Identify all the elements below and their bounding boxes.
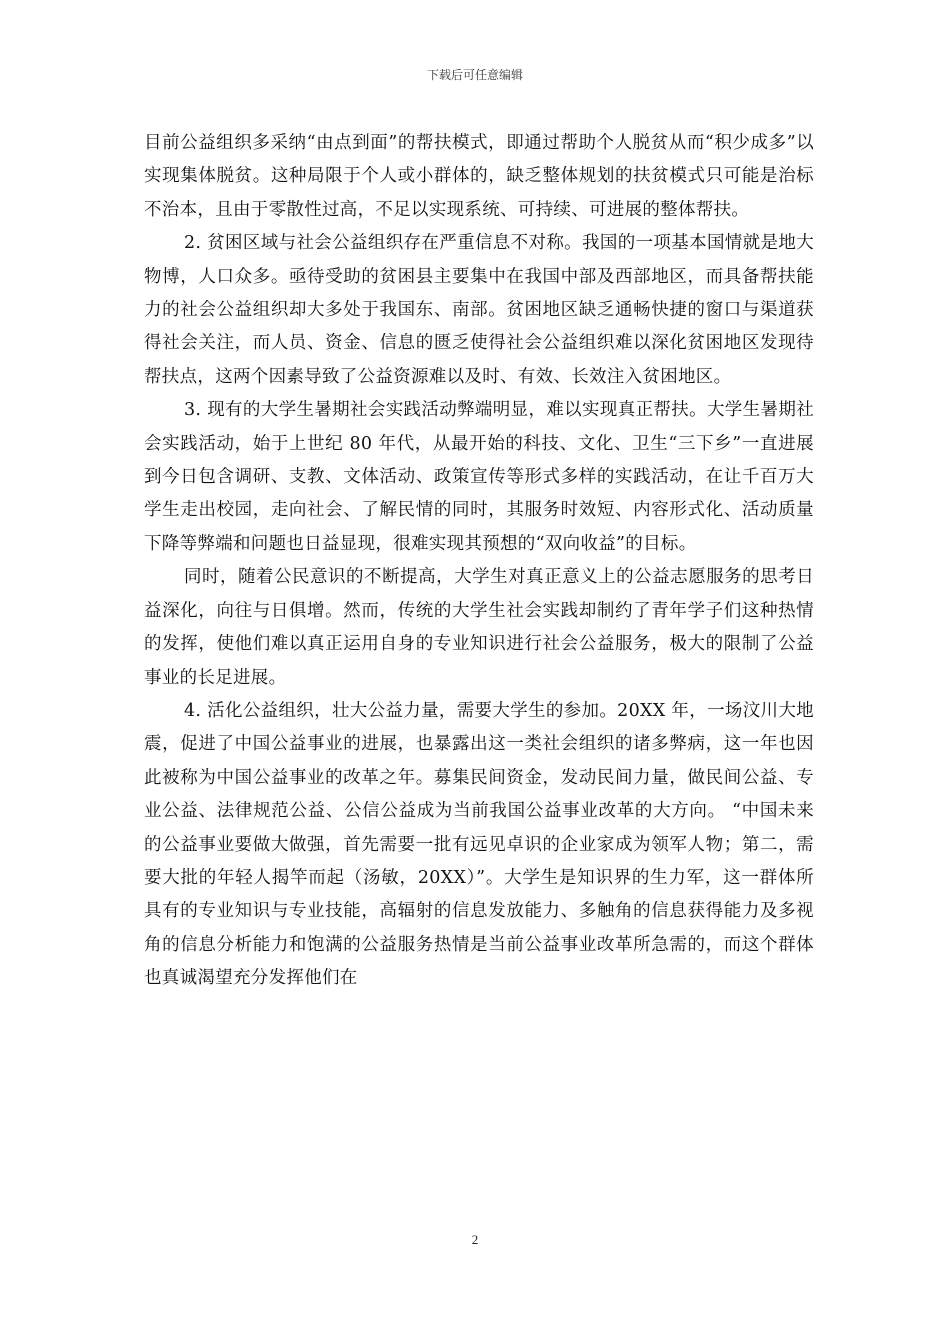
- document-body: [144, 127, 814, 996]
- paragraph-continuation: 目前公益组织多采纳“由点到面”的帮扶模式，即通过帮助个人脱贫从而“积少成多”以实现集体脱贫。这种局限于个人或小群体的，缺乏整体规划的扶贫模式只可能是治标不治本，且由于零散性过高，不足以实现系统、可持续、可进展的整体帮扶。: [144, 133, 814, 220]
- paragraph-item-4: 4. 活化公益组织，壮大公益力量，需要大学生的参加。20XX 年，一场汶川大地震，促进了中国公益事业的进展，也暴露出这一类社会组织的诸多弊病，这一年也因此被称为中国公益事业的改革之年。募集民间资金，发动民间力量，做民间公益、专业公益、法律规范公益、公信公益成为当前我国公益事业改革的大方向。 “中国未来的公益事业要做大做强，首先需要一批有远见卓识的企业家成为领军人物；第二，需要大批的年轻人揭竿而起（汤敏，20XX）”。大学生是知识界的生力军，这一群体所具有的专业知识与专业技能，高辐射的信息发放能力、多触角的信息获得能力及多视角的信息分析能力和饱满的公益服务热情是当前公益事业改革所急需的，而这个群体也真诚渴望充分发挥他们在: [144, 700, 814, 989]
- page-header: 下载后可任意编辑: [426, 68, 523, 82]
- paragraph-item-2: 2. 贫困区域与社会公益组织存在严重信息不对称。我国的一项基本国情就是地大物博，人口众多。亟待受助的贫困县主要集中在我国中部及西部地区，而具备帮扶能力的社会公益组织却大多处于我国东、南部。贫困地区缺乏通畅快捷的窗口与渠道获得社会关注，而人员、资金、信息的匮乏使得社会公益组织难以深化贫困地区发现待帮扶点，这两个因素导致了公益资源难以及时、有效、长效注入贫困地区。: [144, 233, 814, 387]
- page-number: 2: [471, 1232, 479, 1247]
- paragraph-item-3: 3. 现有的大学生暑期社会实践活动弊端明显，难以实现真正帮扶。大学生暑期社会实践活动，始于上世纪 80 年代，从最开始的科技、文化、卫生“三下乡”一直进展到今日包含调研、支教、文体活动、政策宣传等形式多样的实践活动，在让千百万大学生走出校园，走向社会、了解民情的同时，其服务时效短、内容形式化、活动质量下降等弊端和问题也日益显现，很难实现其预想的“双向收益”的目标。: [144, 400, 814, 554]
- paragraph-simultaneous: 同时，随着公民意识的不断提高，大学生对真正意义上的公益志愿服务的思考日益深化，向往与日俱增。然而，传统的大学生社会实践却制约了青年学子们这种热情的发挥，使他们难以真正运用自身的专业知识进行社会公益服务，极大的限制了公益事业的长足进展。: [144, 567, 814, 688]
